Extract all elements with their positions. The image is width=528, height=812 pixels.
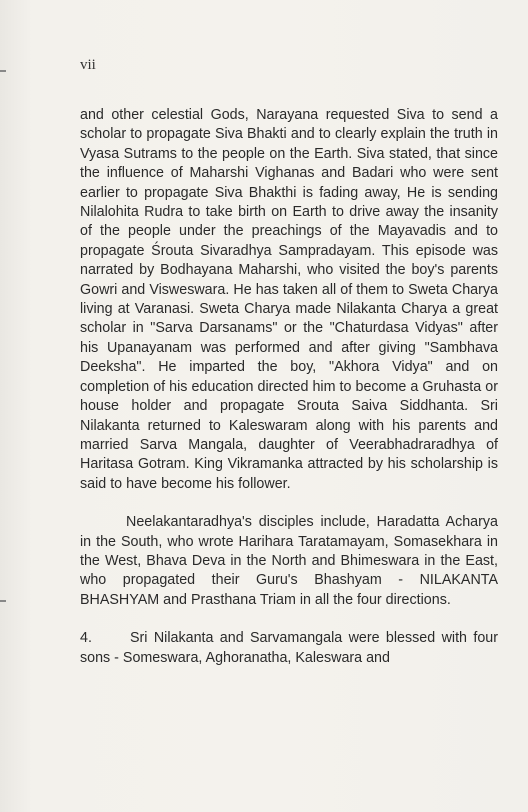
body-text	[80, 106, 498, 668]
paragraph: and other celestial Gods, Narayana requested Siva to send a scholar to propagate Siva Bhakti and to clearly explain the truth in Vyasa Sutrams to the people on the Earth. Siva stated, that since the influence of Maharshi Vighanas and Badari who were sent earlier to propagate Siva Bhakthi is fading away, He is sending Nilalohita Rudra to take birth on Earth to drive away the insanity of the people under the preachings of the Mayavadis and to propagate Śrouta Sivaradhya Sampradayam. This episode was narrated by Bodhayana Maharshi, who visited the boy's parents Gowri and Visweswara. He has taken all of them to Sweta Charya living at Varanasi. Sweta Charya made Nilakanta Charya a great scholar in "Sarva Darsanams" or the "Chaturdasa Vidyas" after his Upanayanam was performed and after giving "Sambhava Deeksha". He imparted the boy, "Akhora Vidya" and on completion of his education directed him to become a Gruhasta or house holder and propagate Srouta Saiva Siddhanta. Sri Nilakanta returned to Kaleswaram along with his parents and married Sarva Mangala, daughter of Veerabhadraradhya of Haritasa Gotram. King Vikramanka attracted by his scholarship is said to have become his follower.	[80, 107, 498, 492]
page-number: vii	[80, 57, 96, 73]
binding-mark	[0, 600, 6, 602]
numbered-paragraph	[80, 629, 498, 668]
binding-mark	[0, 70, 6, 72]
paragraph: Neelakantaradhya's disciples include, Haradatta Acharya in the South, who wrote Harihara Taratamayam, Somasekhara in the West, Bhava Deva in the North and Bhimeswara in the East, who propagated their Guru's Bhashyam - NILAKANTA BHASHYAM and Prasthana Triam in all the four directions.	[80, 514, 498, 608]
paragraph-text: Sri Nilakanta and Sarvamangala were blessed with four sons - Someswara, Aghoranatha, Kaleswara and	[80, 630, 498, 666]
paragraph-number: 4.	[80, 630, 92, 647]
